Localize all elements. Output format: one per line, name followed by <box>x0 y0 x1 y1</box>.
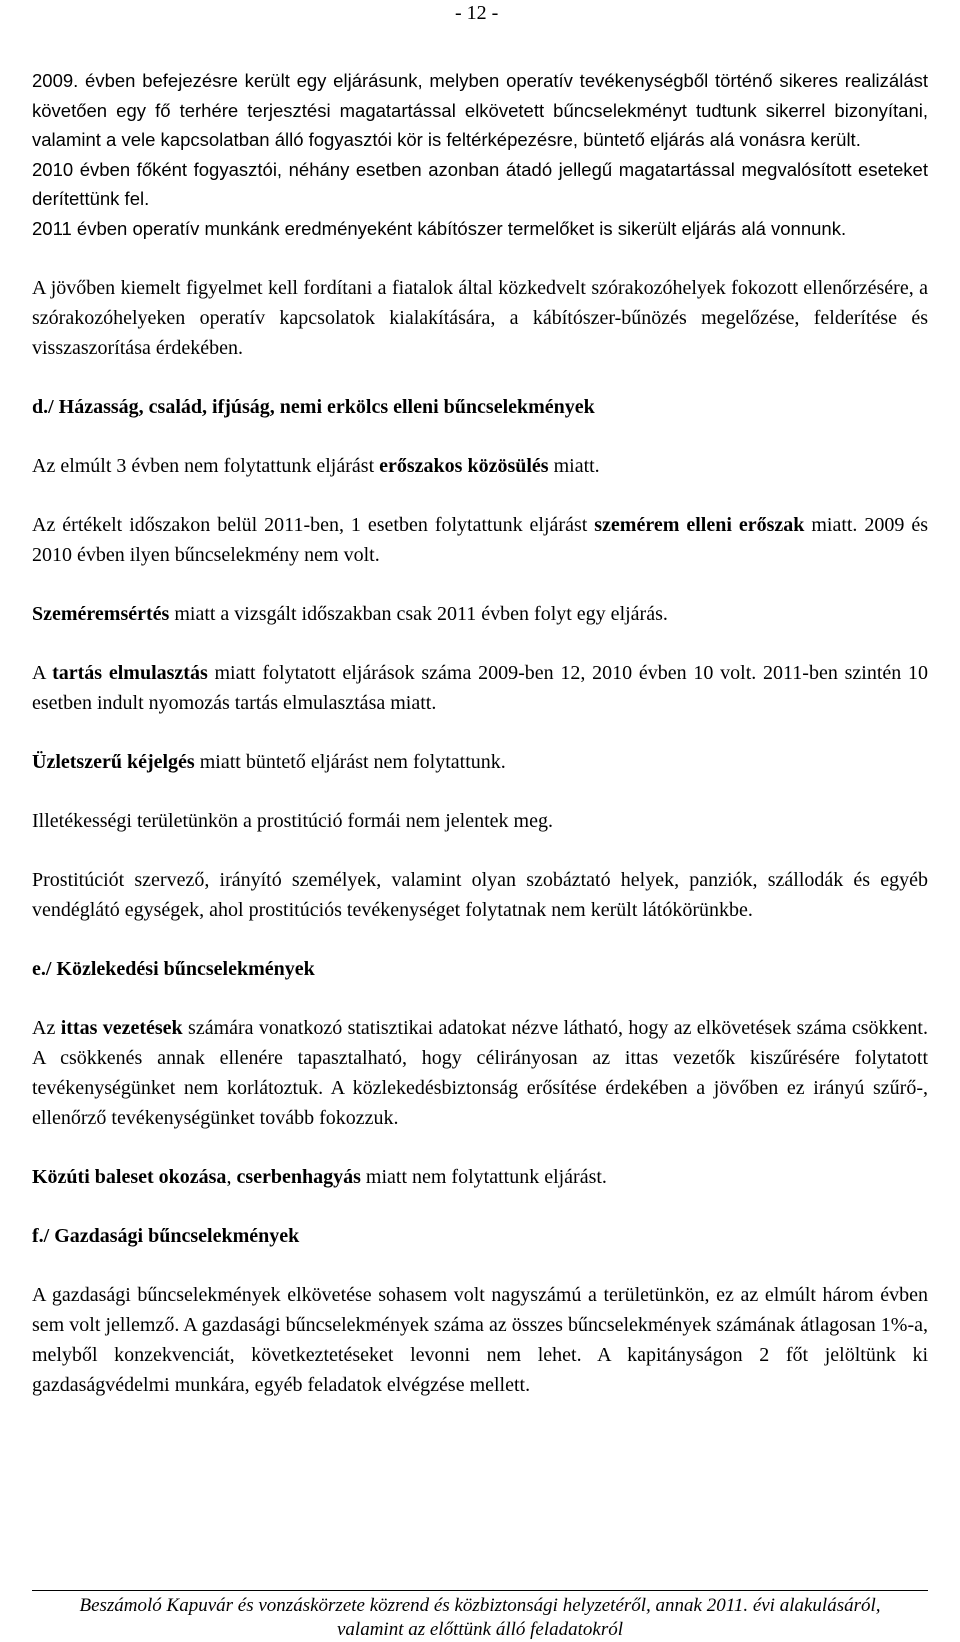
section-heading-e: e./ Közlekedési bűncselekmények <box>32 957 315 980</box>
paragraph-rape: Az elmúlt 3 évben nem folytattunk eljárást erőszakos közösülés miatt. <box>32 454 600 477</box>
footer-divider <box>32 1590 928 1591</box>
page-footer <box>32 1594 928 1642</box>
paragraph-drunk-driving: Az ittas vezetések számára vonatkozó statisztikai adatokat nézve látható, hogy az elkövetések száma csökkent. A csökkenés annak ellenére tapasztalható, hogy célirányosan az ittas vezetők kiszűrésére folytatott tevékenységünket nem korlátoztuk. A közlekedésbiztonság erősítése érdekében a jövőben ez irányú szűrő-, ellenőrző tevékenységünket tovább fokozzuk. <box>32 1016 928 1129</box>
bold-term: Közúti baleset okozása <box>32 1165 227 1188</box>
paragraph-prostitution-organizers: Prostitúciót szervező, irányító személyek, valamint olyan szobáztató helyek, panziók, szállodák és egyéb vendéglátó egységek, ahol prostitúciós tevékenységet folytatnak nem került látókörünkbe. <box>32 868 928 921</box>
bold-term: erőszakos közösülés <box>379 454 549 477</box>
paragraph-drug-2009: 2009. évben befejezésre került egy eljárásunk, melyben operatív tevékenységből történő sikeres realizálást követően egy fő terhére terjesztési magatartással elkövetett bűncselekményt tudtunk sikerrel bizonyítani, valamint a vele kapcsolatban álló fogyasztói kör is feltérképezésre, büntető eljárás alá vonásra került. <box>32 70 928 151</box>
paragraph-indecency: Szeméremsértés miatt a vizsgált időszakban csak 2011 évben folyt egy eljárás. <box>32 602 668 625</box>
paragraph-future-focus: A jövőben kiemelt figyelmet kell fordítani a fiatalok által közkedvelt szórakozóhelyek fokozott ellenőrzésére, a szórakozóhelyeken operatív kapcsolatok kialakítására, a kábítószer-bűnözés megelőzése, felderítése és visszaszorítása érdekében. <box>32 276 928 359</box>
paragraph-maintenance: A tartás elmulasztás miatt folytatott eljárások száma 2009-ben 12, 2010 évben 10 volt. 2011-ben szintén 10 esetben indult nyomozás tartás elmulasztása miatt. <box>32 661 929 714</box>
footer-line-2: valamint az előttünk álló feladatokról <box>336 1619 624 1640</box>
bold-term: Üzletszerű kéjelgés <box>32 750 195 773</box>
bold-term: ittas vezetések <box>60 1016 183 1039</box>
paragraph-prostitution-business: Üzletszerű kéjelgés miatt büntető eljárást nem folytattunk. <box>32 750 506 773</box>
bold-term: szemérem elleni erőszak <box>594 513 805 536</box>
bold-term: cserbenhagyás <box>236 1165 361 1188</box>
document-body <box>32 66 928 1400</box>
footer-line-1: Beszámoló Kapuvár és vonzáskörzete közrend és közbiztonsági helyzetéről, annak 2011. évi alakulásáról, <box>79 1595 881 1616</box>
paragraph-sexual-violence: Az értékelt időszakon belül 2011-ben, 1 esetben folytattunk eljárást szemérem elleni erőszak miatt. 2009 és 2010 évben ilyen bűncselekmény nem volt. <box>32 513 929 566</box>
section-heading-f: f./ Gazdasági bűncselekmények <box>32 1224 300 1247</box>
bold-term: tartás elmulasztás <box>52 661 208 684</box>
section-heading-d: d./ Házasság, család, ifjúság, nemi erkölcs elleni bűncselekmények <box>32 395 595 418</box>
page-number: - 12 - <box>455 2 499 24</box>
paragraph-drug-2010: 2010 évben főként fogyasztói, néhány esetben azonban átadó jellegű magatartással megvalósított eseteket derítettünk fel. <box>32 158 928 210</box>
paragraph-traffic-accident: Közúti baleset okozása, cserbenhagyás miatt nem folytattunk eljárást. <box>32 1165 607 1188</box>
paragraph-economic-crime: A gazdasági bűncselekmények elkövetése sohasem volt nagyszámú a területünkön, ez az elmúlt három évben sem volt jellemző. A gazdasági bűncselekmények száma az összes bűncselekmények számának átlagosan 1%-a, melyből konzekvenciát, következtetéseket levonni nem lehet. A kapitányságon 2 főt jelöltünk ki gazdaságvédelmi munkára, egyéb feladatok elvégzése mellett. <box>32 1283 928 1396</box>
bold-term: Szeméremsértés <box>32 602 170 625</box>
paragraph-drug-2011: 2011 évben operatív munkánk eredményeként kábítószer termelőket is sikerült eljárás alá vonnunk. <box>32 217 847 239</box>
paragraph-prostitution-forms: Illetékességi területünkön a prostitúció formái nem jelentek meg. <box>32 809 553 832</box>
